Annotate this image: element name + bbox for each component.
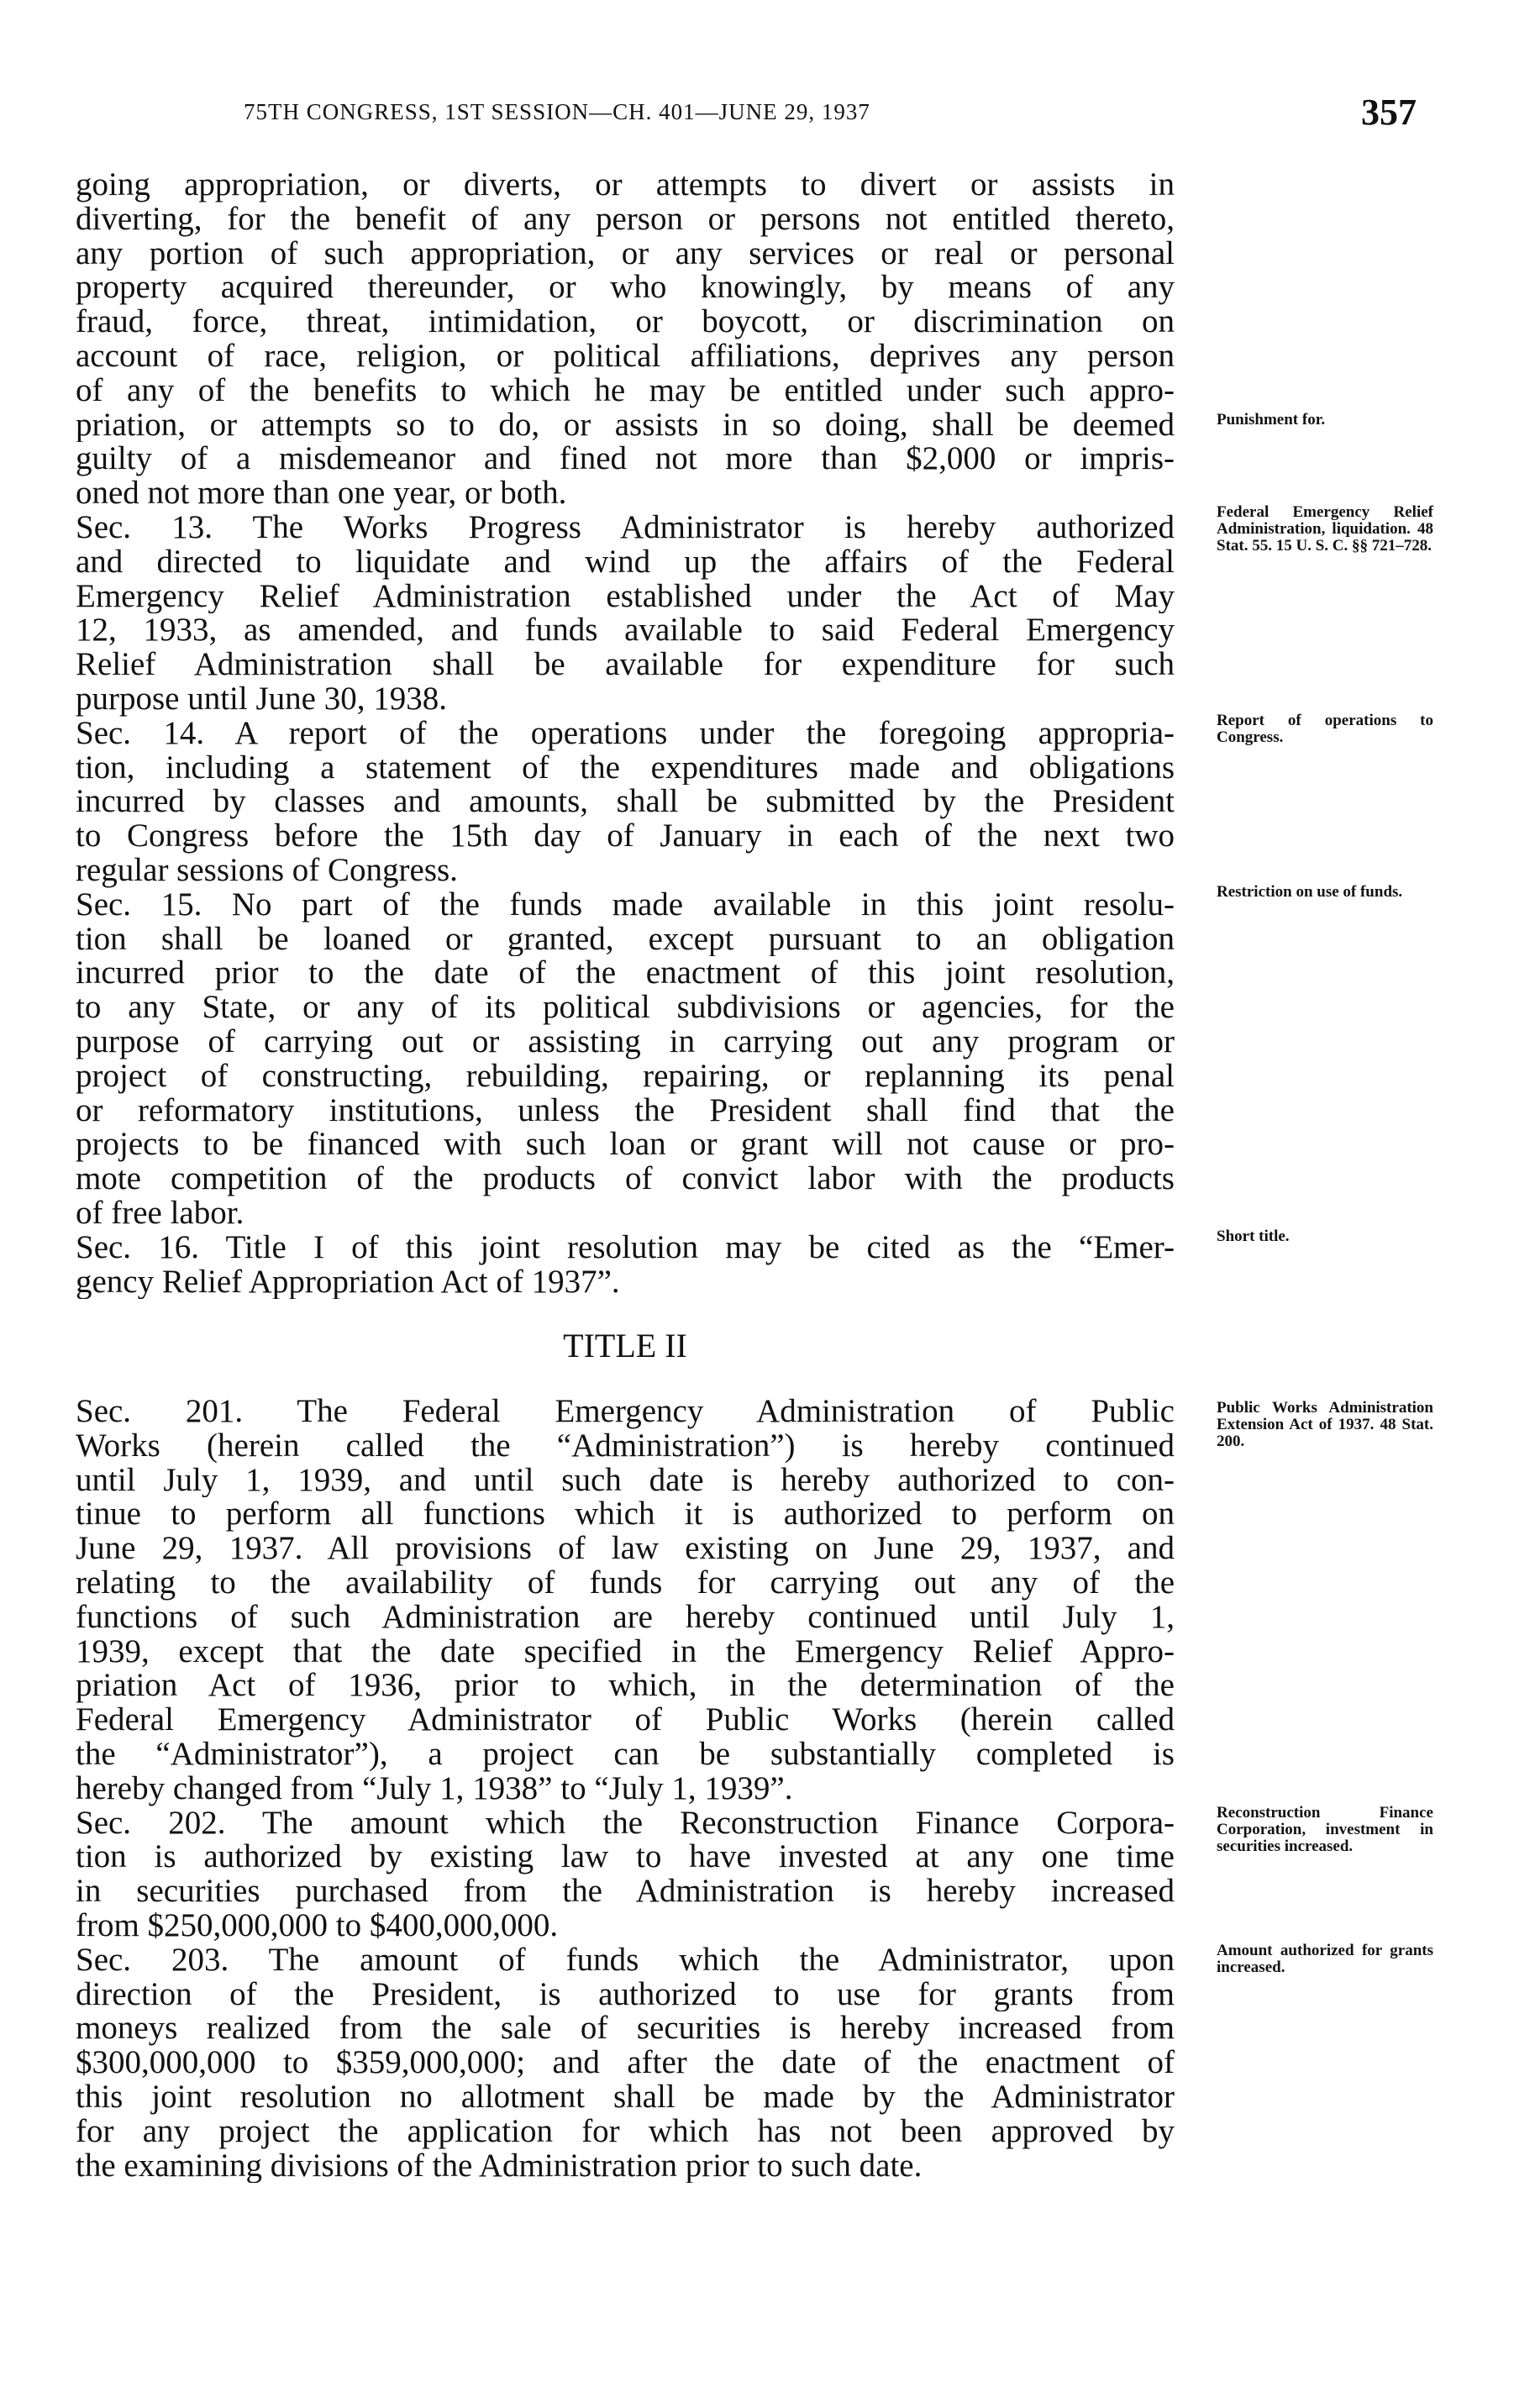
text-line: hereby changed from “July 1, 1938” to “July 1, 1939”. — [76, 1771, 793, 1806]
text-line: to any State, or any of its political subdivisions or agencies, for the — [76, 991, 1175, 1025]
text-line: of any of the benefits to which he may be entitled under such appro- — [76, 373, 1175, 408]
text-line: of free labor. — [76, 1196, 244, 1231]
text-line: gency Relief Appropriation Act of 1937”. — [76, 1264, 620, 1300]
text-line: the “Administrator”), a project can be substantially completed is — [76, 1737, 1175, 1772]
text-line: to Congress before the 15th day of January in each of the next two — [76, 819, 1175, 854]
text-line: account of race, religion, or political affiliations, deprives any person — [76, 339, 1175, 374]
text-line: regular sessions of Congress. — [76, 853, 458, 888]
text-line: moneys realized from the sale of securities is hereby increased from — [76, 2011, 1175, 2047]
margin-note-report: Report of operations to Congress. — [1217, 712, 1433, 746]
text-line: and directed to liquidate and wind up the affairs of the Federal — [76, 544, 1175, 580]
text-line: property acquired thereunder, or who knowingly, by means of any — [76, 271, 1175, 306]
running-head: 75TH CONGRESS, 1ST SESSION—CH. 401—JUNE 29, 1937 — [244, 99, 870, 124]
text-line: tion shall be loaned or granted, except pursuant to an obligation — [76, 922, 1175, 957]
margin-note-short-title: Short title. — [1217, 1228, 1290, 1245]
text-line: direction of the President, is authorized to use for grants from — [76, 1977, 1175, 2012]
section-1-text — [76, 168, 1175, 1299]
section-2-text — [76, 1395, 1175, 2183]
margin-note-restriction: Restriction on use of funds. — [1217, 883, 1403, 901]
text-line: 1939, except that the date specified in the Emergency Relief Appro- — [76, 1634, 1175, 1669]
text-line: Federal Emergency Administrator of Public Works (herein called — [76, 1703, 1175, 1738]
text-line: Sec. 203. The amount of funds which the Administrator, upon — [76, 1943, 1175, 1978]
text-line: relating to the availability of funds for carrying out any of the — [76, 1565, 1175, 1601]
text-line: this joint resolution no allotment shall be made by the Administrator — [76, 2079, 1175, 2115]
text-line: oned not more than one year, or both. — [76, 476, 567, 511]
text-line: incurred by classes and amounts, shall be submitted by the President — [76, 785, 1175, 820]
margin-note-punishment: Punishment for. — [1217, 411, 1326, 428]
text-line: June 29, 1937. All provisions of law existing on June 29, 1937, and — [76, 1532, 1175, 1566]
text-line: tion, including a statement of the expenditures made and obligations — [76, 750, 1175, 786]
text-line: Sec. 202. The amount which the Reconstruction Finance Corpora- — [76, 1806, 1175, 1841]
text-line: Sec. 201. The Federal Emergency Administration of Public — [76, 1395, 1175, 1429]
text-line: tion is authorized by existing law to have invested at any one time — [76, 1840, 1175, 1875]
text-line: priation Act of 1936, prior to which, in the determination of the — [76, 1669, 1175, 1704]
text-line: Emergency Relief Administration established under the Act of May — [76, 579, 1175, 614]
margin-note-pwa-extension: Public Works Administration Extension Act of 1937. 48 Stat. 200. — [1217, 1399, 1433, 1450]
text-line: the examining divisions of the Administration prior to such date. — [76, 2148, 923, 2184]
text-line: Sec. 14. A report of the operations under the foregoing appropria- — [76, 716, 1175, 751]
text-line: Relief Administration shall be available for expenditure for such — [76, 648, 1175, 682]
text-line: Sec. 15. No part of the funds made available in this joint resolu- — [76, 887, 1175, 923]
text-line: functions of such Administration are hereby continued until July 1, — [76, 1600, 1175, 1635]
text-line: from $250,000,000 to $400,000,000. — [76, 1908, 559, 1943]
text-line: Sec. 13. The Works Progress Administrator is hereby authorized — [76, 510, 1175, 545]
title-ii-heading: TITLE II — [563, 1327, 687, 1364]
text-line: fraud, force, threat, intimidation, or boycott, or discrimination on — [76, 305, 1175, 339]
text-line: or reformatory institutions, unless the President shall find that the — [76, 1093, 1175, 1128]
text-line: Works (herein called the “Administration”) is hereby continued — [76, 1428, 1175, 1464]
text-line: $300,000,000 to $359,000,000; and after the date of the enactment of — [76, 2046, 1175, 2080]
text-line: projects to be financed with such loan or grant will not cause or pro- — [76, 1128, 1175, 1163]
text-line: diverting, for the benefit of any person or persons not entitled thereto, — [76, 202, 1175, 237]
text-line: Sec. 16. Title I of this joint resolution may be cited as the “Emer- — [76, 1230, 1175, 1265]
text-line: incurred prior to the date of the enactment of this joint resolution, — [76, 956, 1175, 991]
text-line: purpose until June 30, 1938. — [76, 681, 447, 717]
text-line: project of constructing, rebuilding, repairing, or replanning its penal — [76, 1059, 1175, 1094]
text-line: for any project the application for which has not been approved by — [76, 2114, 1175, 2149]
text-line: purpose of carrying out or assisting in carrying out any program or — [76, 1024, 1175, 1059]
text-line: tinue to perform all functions which it is authorized to perform on — [76, 1497, 1175, 1533]
text-line: going appropriation, or diverts, or attempts to divert or assists in — [76, 168, 1175, 202]
text-line: mote competition of the products of convict labor with the products — [76, 1162, 1175, 1196]
text-line: priation, or attempts so to do, or assists in so doing, shall be deemed — [76, 407, 1175, 443]
text-line: until July 1, 1939, and until such date is hereby authorized to con- — [76, 1463, 1175, 1498]
margin-note-grants: Amount authorized for grants increased. — [1217, 1942, 1433, 1976]
text-line: any portion of such appropriation, or any services or real or personal — [76, 236, 1175, 271]
text-line: guilty of a misdemeanor and fined not more than $2,000 or impris- — [76, 442, 1175, 477]
margin-note-ferA-liquidation: Federal Emergency Relief Administration, liquidation. 48 Stat. 55. 15 U. S. C. §§ 721–728. — [1217, 503, 1433, 555]
text-line: in securities purchased from the Administration is hereby increased — [76, 1874, 1175, 1909]
text-line: 12, 1933, as amended, and funds available to said Federal Emergency — [76, 613, 1175, 649]
margin-note-rfc: Reconstruction Finance Corporation, investment in securities increased. — [1217, 1804, 1433, 1855]
page-number: 357 — [1361, 92, 1417, 133]
